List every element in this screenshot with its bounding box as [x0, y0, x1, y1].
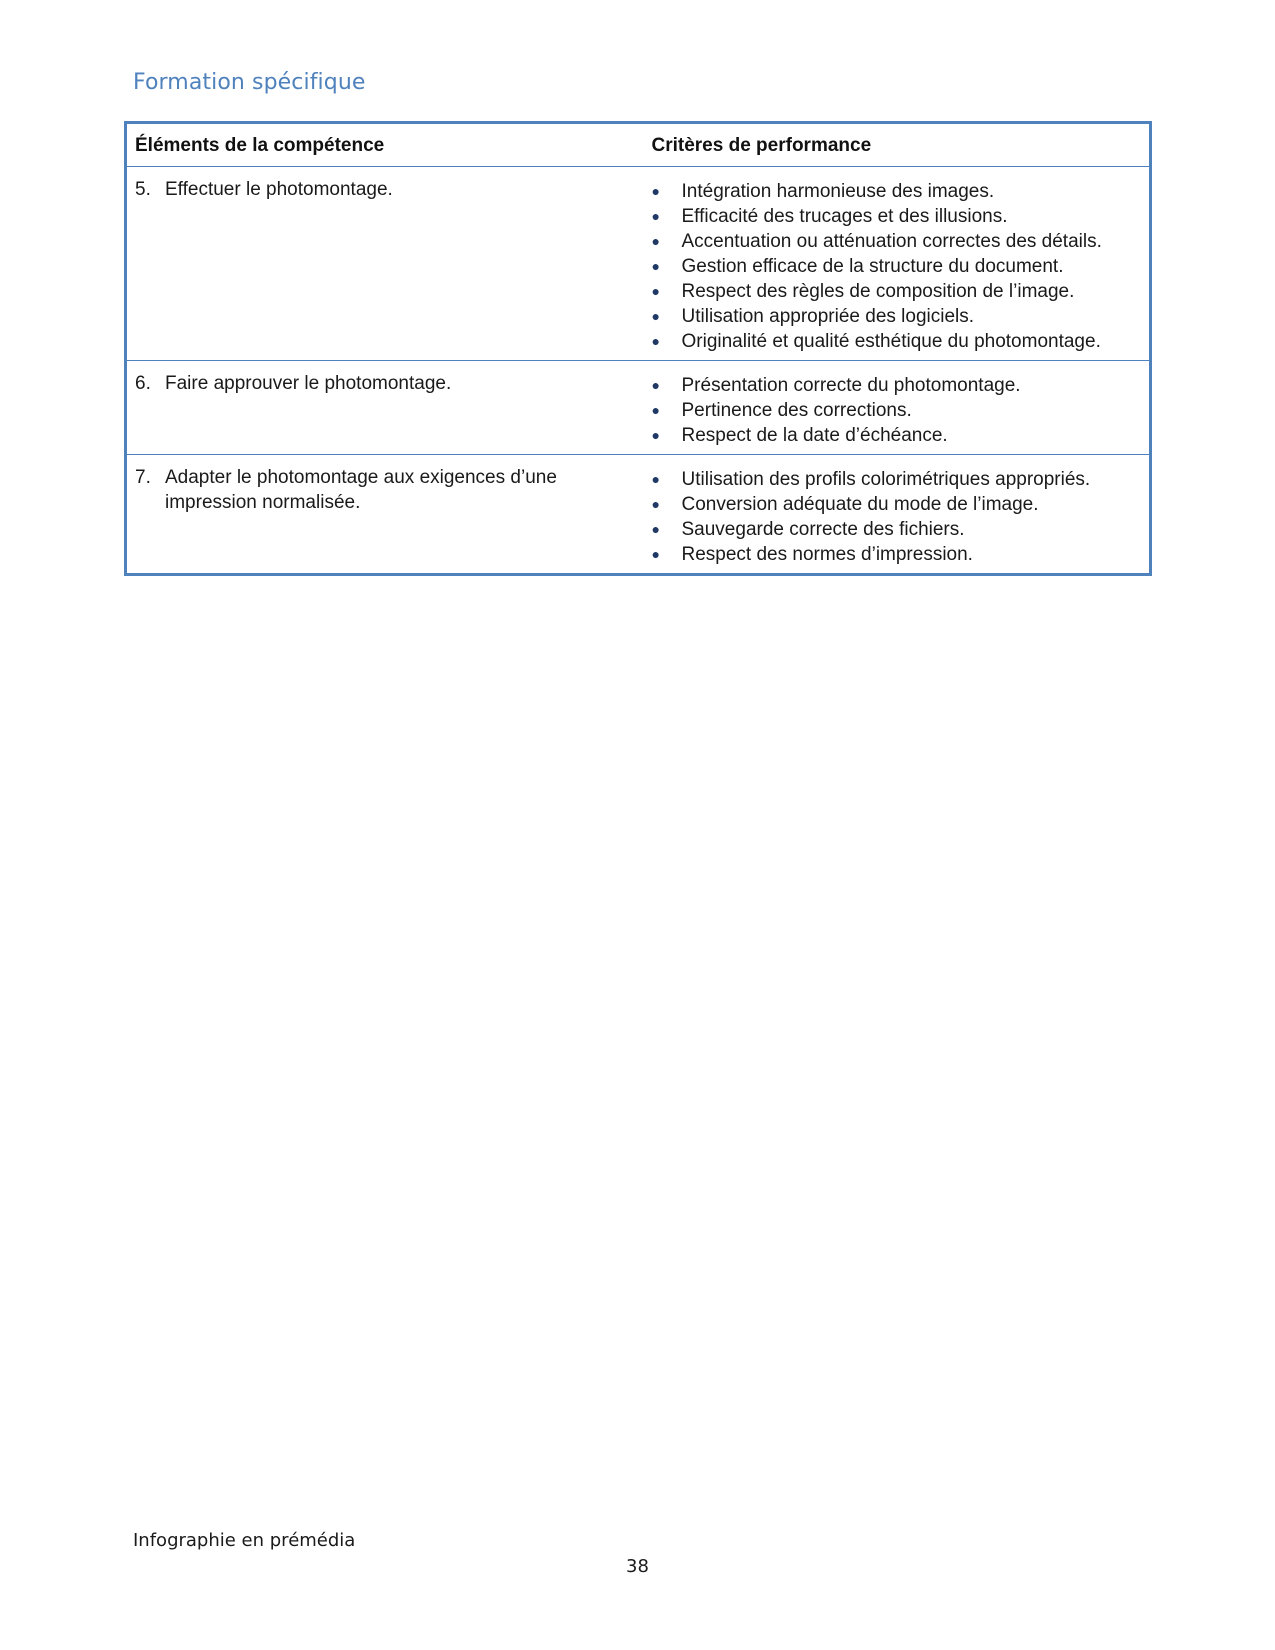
section-title: Formation spécifique	[133, 70, 366, 95]
bullet-icon: ●	[651, 308, 660, 324]
list-item	[652, 542, 1144, 567]
bullet-icon: ●	[651, 546, 660, 562]
criterion-text: Respect de la date d’échéance.	[681, 425, 948, 446]
list-item	[652, 373, 1144, 398]
bullet-icon: ●	[651, 521, 660, 537]
element-cell	[126, 455, 631, 575]
bullet-icon: ●	[651, 377, 660, 393]
element-cell	[126, 361, 631, 455]
bullet-icon: ●	[651, 208, 660, 224]
criterion-text: Pertinence des corrections.	[681, 400, 912, 421]
bullet-icon: ●	[651, 283, 660, 299]
footer-program-name: Infographie en prémédia	[133, 1530, 356, 1551]
list-item	[652, 254, 1144, 279]
list-item	[652, 398, 1144, 423]
list-item	[652, 329, 1144, 354]
criterion-text: Utilisation appropriée des logiciels.	[681, 306, 975, 327]
bullet-icon: ●	[651, 402, 660, 418]
criterion-text: Gestion efficace de la structure du document.	[681, 256, 1064, 277]
element-text: Adapter le photomontage aux exigences d’une impression normalisée.	[165, 467, 557, 513]
list-item	[652, 304, 1144, 329]
bullet-icon: ●	[651, 233, 660, 249]
list-item	[652, 229, 1144, 254]
criteria-list	[631, 167, 1150, 360]
list-item	[652, 279, 1144, 304]
header-elements: Éléments de la compétence	[126, 123, 631, 167]
header-criteria: Critères de performance	[631, 123, 1151, 167]
criteria-cell	[631, 455, 1151, 575]
criterion-text: Originalité et qualité esthétique du photomontage.	[681, 331, 1101, 352]
criterion-text: Sauvegarde correcte des fichiers.	[681, 519, 965, 540]
table-header-row	[126, 123, 1151, 167]
criterion-text: Accentuation ou atténuation correctes des détails.	[681, 231, 1102, 252]
list-item	[652, 467, 1144, 492]
criterion-text: Conversion adéquate du mode de l’image.	[681, 494, 1039, 515]
criterion-text: Efficacité des trucages et des illusions.	[681, 206, 1008, 227]
criterion-text: Présentation correcte du photomontage.	[681, 375, 1021, 396]
element-text: Effectuer le photomontage.	[165, 179, 393, 200]
criterion-text: Respect des normes d’impression.	[681, 544, 973, 565]
bullet-icon: ●	[651, 333, 660, 349]
criteria-list	[631, 361, 1150, 454]
element-text: Faire approuver le photomontage.	[165, 373, 452, 394]
table-row	[126, 361, 1151, 455]
table-row	[126, 167, 1151, 361]
bullet-icon: ●	[651, 183, 660, 199]
list-item	[652, 492, 1144, 517]
criterion-text: Intégration harmonieuse des images.	[681, 181, 995, 202]
criterion-text: Respect des règles de composition de l’image.	[681, 281, 1075, 302]
list-item	[652, 179, 1144, 204]
list-item	[652, 423, 1144, 448]
element-number: 5.	[135, 179, 151, 200]
bullet-icon: ●	[651, 471, 660, 487]
bullet-icon: ●	[651, 258, 660, 274]
page-number: 38	[626, 1556, 649, 1577]
list-item	[652, 517, 1144, 542]
criteria-cell	[631, 361, 1151, 455]
bullet-icon: ●	[651, 496, 660, 512]
element-number: 6.	[135, 373, 151, 394]
table-row	[126, 455, 1151, 575]
criteria-cell	[631, 167, 1151, 361]
criteria-list	[631, 455, 1150, 573]
element-number: 7.	[135, 467, 151, 488]
bullet-icon: ●	[651, 427, 660, 443]
element-cell	[126, 167, 631, 361]
list-item	[652, 204, 1144, 229]
competence-table	[124, 121, 1152, 576]
criterion-text: Utilisation des profils colorimétriques appropriés.	[681, 469, 1091, 490]
